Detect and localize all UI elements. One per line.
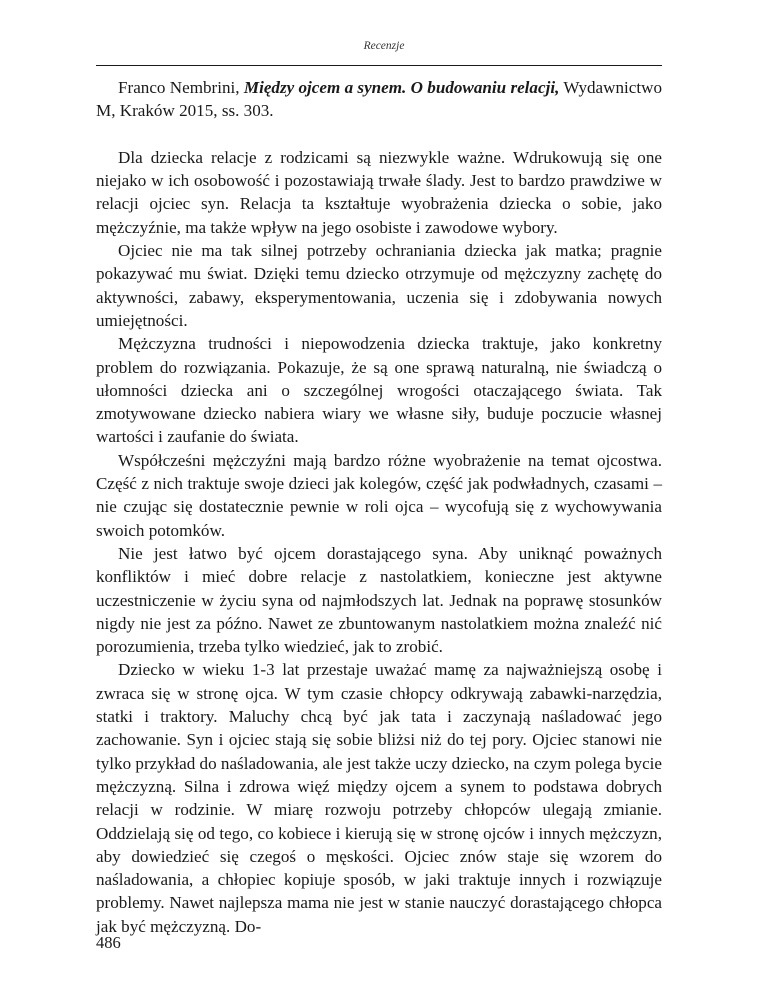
review-publication: Wydawnictwo M, Kraków 2015, ss. 303. — [96, 78, 662, 121]
paragraph: Dziecko w wieku 1-3 lat przestaje uważać mamę za najważniejszą osobę i zwraca się w stronę ojca. W tym czasie chłopcy odkrywają zabawki-narzędzia, statki i traktory. Maluchy chcą być jak tata i zaczynają naśladować jego zachowanie. Syn i ojciec stają się sobie bliżsi niż do tej pory. Ojciec stanowi nie tylko przykład do naśladowania, ale jest także uczy dziecko, na czym polega bycie mężczyzną. Silna i zdrowa więź między ojcem a synem to podstawa dobrych relacji w rodzinie. W miarę rozwoju potrzeby chłopców ulegają zmianie. Oddzielają się od tego, co kobiece i kierują się w stronę ojców i innych mężczyzn, aby dowiedzieć się czegoś o męskości. Ojciec znów staje się wzorem do naśladowania, a chłopiec kopiuje sposób, w jaki traktuje innych i rozwiązuje problemy. Nawet najlepsza mama nie jest w stanie nauczyć dorastającego chłopca jak być mężczyzną. Do- — [96, 660, 662, 936]
review-book-title: Między ojcem a synem. O budowaniu relacji, — [243, 78, 560, 97]
paragraph: Mężczyzna trudności i niepowodzenia dziecka traktuje, jako konkretny problem do rozwiązania. Pokazuje, że są one sprawą naturalną, nie świadczą o ułomności dziecka ani o szczególnej wrogości otaczającego świata. Tak zmotywowane dziecko nabiera wiary we własne siły, buduje poczucie własnej wartości i zaufanie do świata. — [96, 334, 662, 447]
running-head: Recenzje — [363, 40, 405, 52]
section-spacer — [96, 123, 662, 146]
paragraph: Dla dziecka relacje z rodzicami są niezwykle ważne. Wdrukowują się one niejako w ich osobowość i pozostawiają trwałe ślady. Jest to bardzo prawdziwe w relacji ojciec syn. Relacja ta kształtuje wyobrażenia dziecka o sobie, jako mężczyźnie, ma także wpływ na jego osobiste i zawodowe wybory. — [96, 147, 662, 237]
page-number: 486 — [96, 933, 121, 952]
review-citation — [96, 76, 662, 123]
paragraph: Nie jest łatwo być ojcem dorastającego syna. Aby uniknąć poważnych konfliktów i mieć dobre relacje z nastolatkiem, konieczne jest aktywne uczestniczenie w życiu syna od najmłodszych lat. Jednak na poprawę stosunków nigdy nie jest za późno. Nawet ze zbuntowanym nastolatkiem można znaleźć nić porozumienia, trzeba tylko wiedzieć, jak to zrobić. — [96, 543, 662, 657]
review-author: Franco Nembrini, — [118, 78, 244, 97]
header-rule — [96, 65, 662, 66]
paragraph: Współcześni mężczyźni mają bardzo różne wyobrażenie na temat ojcostwa. Część z nich traktuje swoje dzieci jak kolegów, część jak podwładnych, czasami – nie czując się dostatecznie pewnie w roli ojca – wycofują się z wychowywania swoich potomków. — [96, 450, 662, 540]
paragraph: Ojciec nie ma tak silnej potrzeby ochraniania dziecka jak matka; pragnie pokazywać mu świat. Dzięki temu dziecko otrzymuje od mężczyzny zachętę do aktywności, zabawy, eksperymentowania, uczenia się i zdobywania nowych umiejętności. — [96, 241, 662, 330]
main-text — [96, 76, 662, 938]
